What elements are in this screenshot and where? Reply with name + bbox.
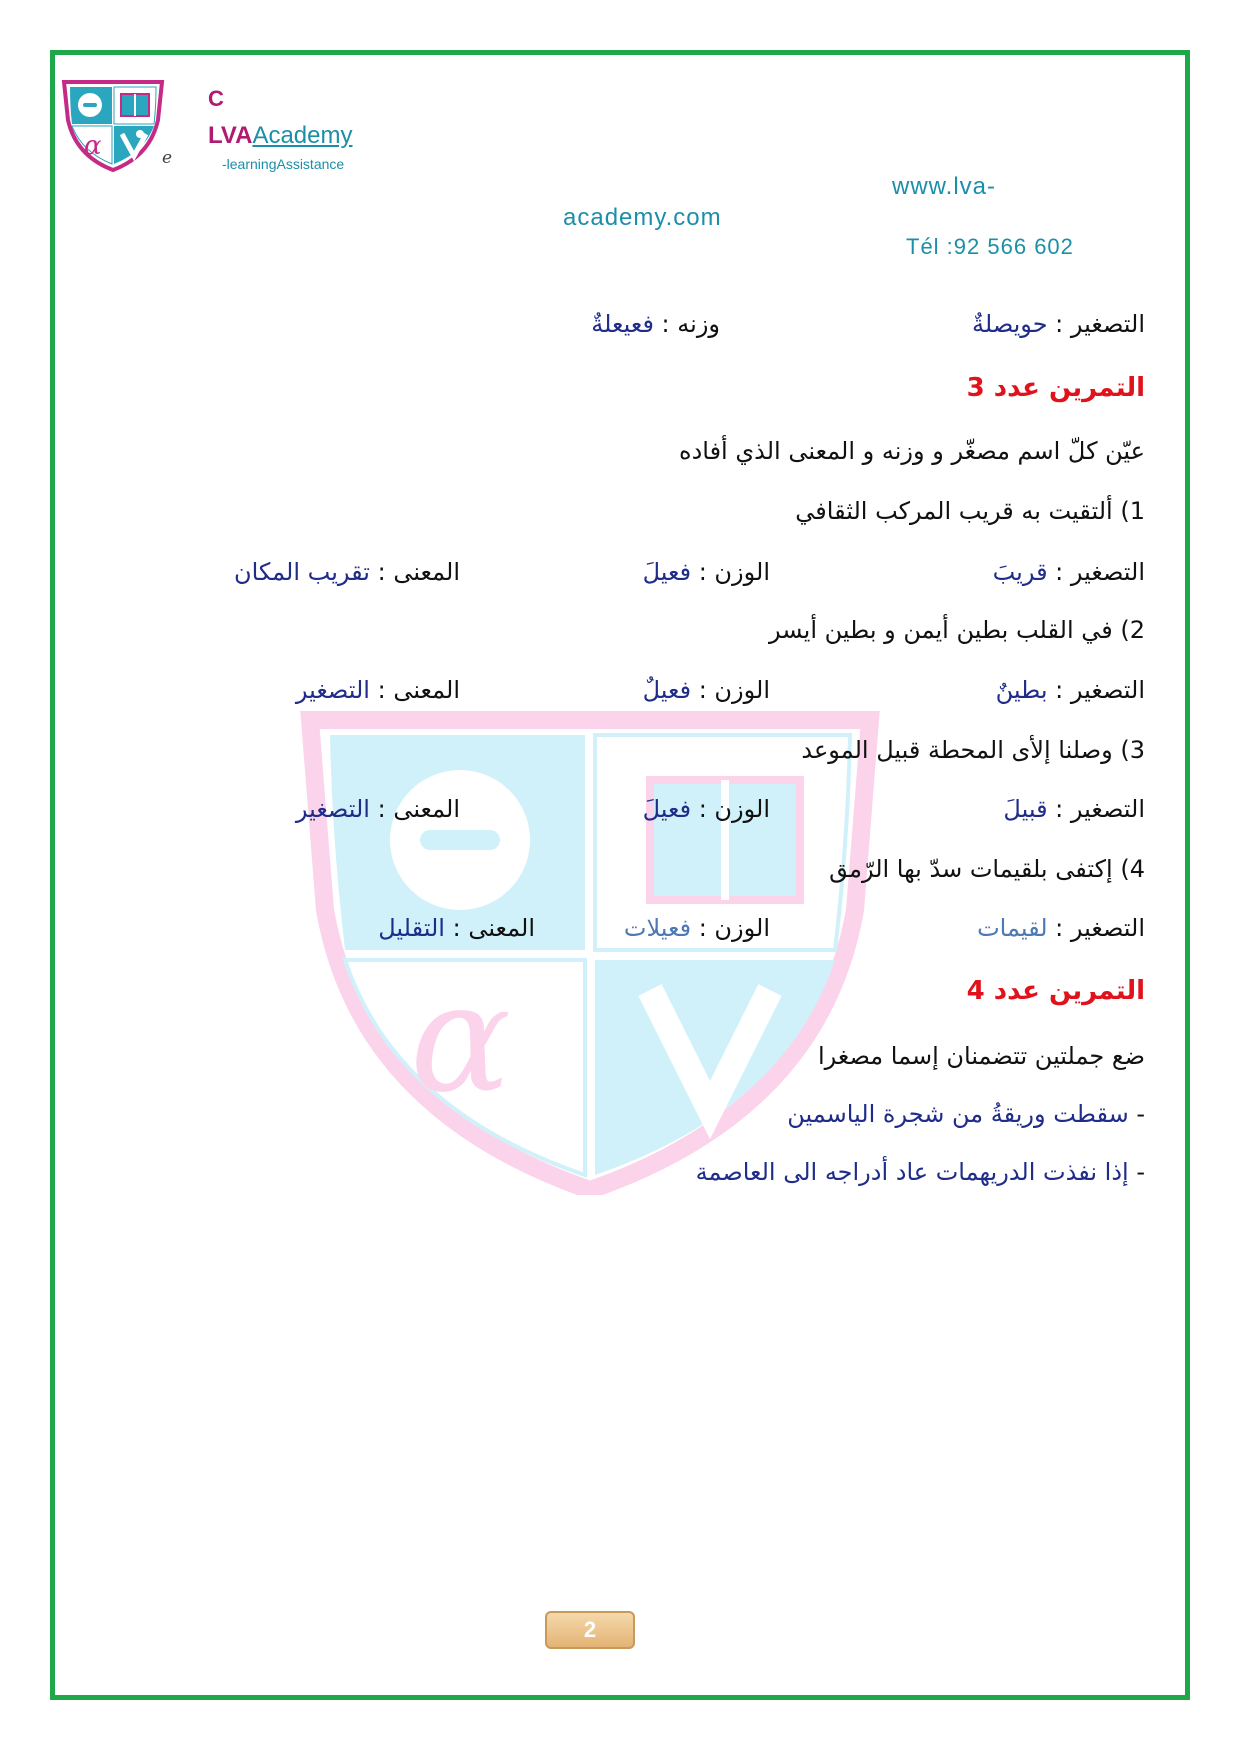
logo-letter-e: e: [162, 148, 173, 168]
wazn-value: فعيلَ: [642, 558, 692, 586]
brand-name: [208, 122, 352, 150]
exercise3-instruction: عيّن كلّ اسم مصغّر و وزنه و المعنى الذي أفاده: [679, 437, 1145, 465]
brand-academy: Academy: [252, 122, 353, 149]
svg-text:α: α: [84, 131, 102, 161]
maana-label: المعنى :: [444, 914, 535, 942]
tasghir-label: التصغير :: [1047, 914, 1145, 942]
item2-wazn: [643, 676, 770, 704]
brand-subtitle: -learningAssistance: [222, 156, 345, 172]
wazn-value: فعيلَ: [642, 795, 692, 823]
exercise3-sentence-1: 1) ألتقيت به قريب المركب الثقافي: [795, 497, 1145, 525]
tasghir-value: بطينٌ: [995, 676, 1048, 704]
bullet-dash: -: [1128, 1158, 1145, 1186]
maana-label: المعنى :: [369, 558, 460, 586]
maana-value: التصغير: [295, 676, 370, 704]
exercise4-answer-1: [787, 1100, 1145, 1128]
item4-tasghir: [977, 914, 1145, 942]
item2-tasghir: [996, 676, 1145, 704]
website-line-2: academy.com: [563, 204, 722, 231]
exercise3-sentence-2: 2) في القلب بطين أيمن و بطين أيسر: [769, 616, 1145, 644]
top-tasghir: [972, 310, 1145, 338]
tasghir-label: التصغير :: [1047, 795, 1145, 823]
wazn-label: وزنه :: [653, 310, 720, 338]
exercise4-instruction: ضع جملتين تتضمنان إسما مصغرا: [818, 1042, 1145, 1070]
wazn-value: فعيلات: [623, 914, 692, 942]
exercise3-sentence-4: 4) إكتفى بلقيمات سدّ بها الرّمق: [829, 855, 1145, 883]
item3-wazn: [643, 795, 770, 823]
wazn-value: فعيلٌ: [642, 676, 692, 704]
wazn-label: الوزن :: [691, 558, 770, 586]
phone-number: Tél :92 566 602: [906, 234, 1074, 259]
item2-maana: [296, 676, 460, 704]
tasghir-value: لقيمات: [977, 914, 1048, 942]
exercise3-title: التمرين عدد 3: [966, 373, 1145, 403]
exercise3-sentence-3: 3) وصلنا إلأى المحطة قبيل الموعد: [801, 736, 1145, 764]
wazn-label: الوزن :: [691, 795, 770, 823]
maana-label: المعنى :: [369, 795, 460, 823]
item1-maana: [234, 558, 460, 586]
tasghir-value: قبيلَ: [1003, 795, 1048, 823]
maana-value: التصغير: [295, 795, 370, 823]
exercise4-title: التمرين عدد 4: [966, 976, 1145, 1006]
maana-value: التقليل: [378, 914, 445, 942]
tasghir-label: التصغير :: [1047, 558, 1145, 586]
brand-letter-c: C: [208, 86, 224, 111]
wazn-value: فعيعلةٌ: [591, 310, 654, 338]
academy-logo-icon: [58, 78, 168, 173]
answer-text: إذا نفذت الدريهمات عاد أدراجه الى العاصمة: [695, 1158, 1129, 1186]
page-number: 2: [545, 1611, 635, 1649]
tasghir-value: حويصلةٌ: [972, 310, 1048, 338]
wazn-label: الوزن :: [691, 914, 770, 942]
svg-text:α: α: [410, 952, 512, 1126]
tasghir-label: التصغير :: [1047, 310, 1145, 338]
tasghir-value: قريبَ: [992, 558, 1048, 586]
item4-wazn: [624, 914, 770, 942]
bullet-dash: -: [1128, 1100, 1145, 1128]
brand-lva: LVA: [208, 122, 253, 149]
answer-text: سقطت وريقةُ من شجرة الياسمين: [787, 1100, 1129, 1128]
website-line-1: www.lva-: [892, 173, 997, 200]
tasghir-label: التصغير :: [1047, 676, 1145, 704]
item1-wazn: [643, 558, 770, 586]
wazn-label: الوزن :: [691, 676, 770, 704]
maana-label: المعنى :: [369, 676, 460, 704]
item1-tasghir: [993, 558, 1145, 586]
item3-tasghir: [1003, 795, 1145, 823]
maana-value: تقريب المكان: [233, 558, 370, 586]
item4-maana: [378, 914, 535, 942]
item3-maana: [296, 795, 460, 823]
exercise4-answer-2: [696, 1158, 1145, 1186]
top-wazn: [591, 310, 720, 338]
